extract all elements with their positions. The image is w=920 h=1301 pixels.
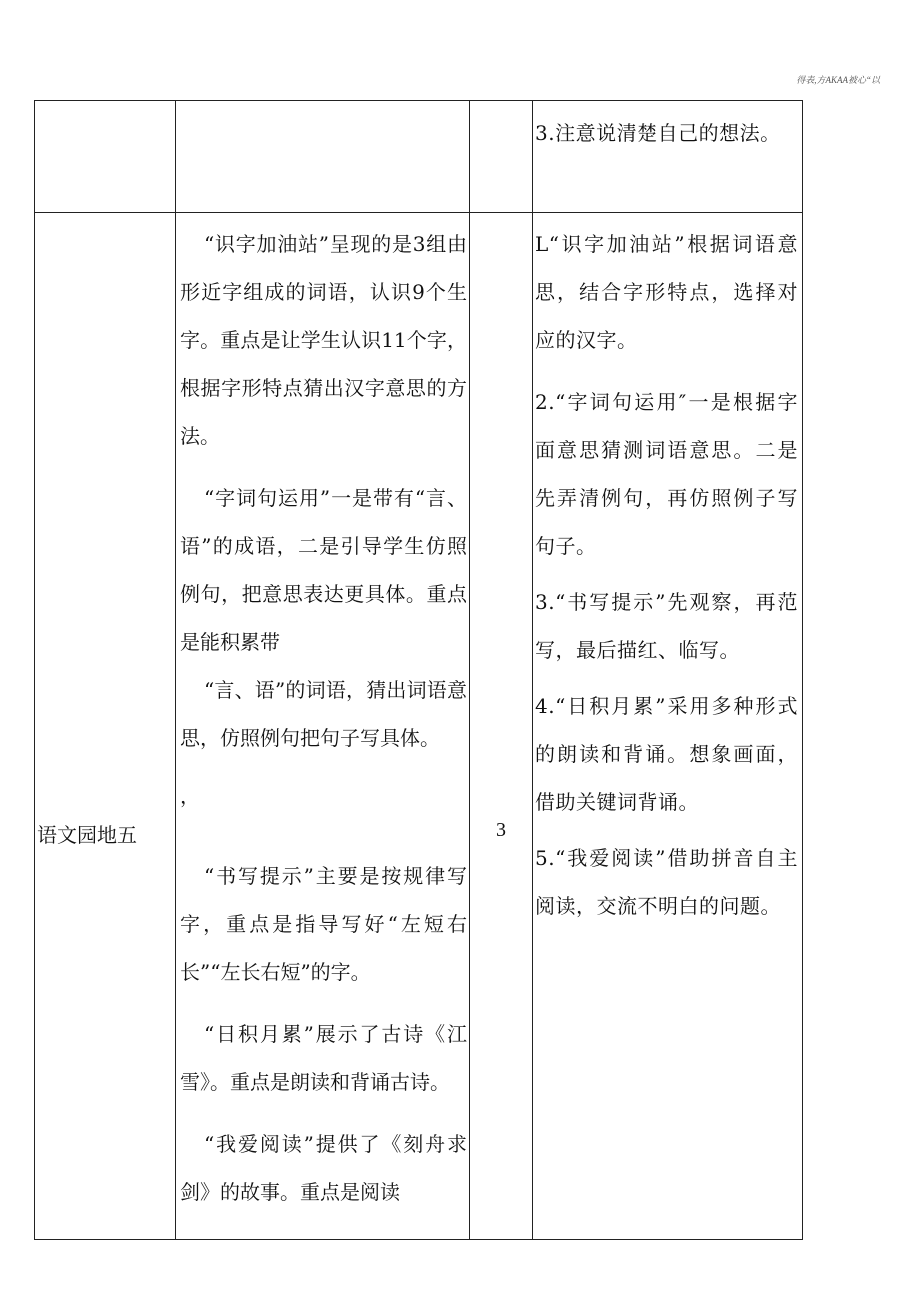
lesson-hours: 3 <box>496 819 506 841</box>
content-cell <box>176 213 470 1240</box>
goal-item: 2.“字词句运用″一是根据字面意思猜测词语意思。二是先弄清例句，再仿照例子写句子。 <box>535 390 798 558</box>
content-paragraph: “日积月累”展示了古诗《江雪》。重点是朗读和背诵古诗。 <box>180 1022 467 1094</box>
goal-item: 4.“日积月累”采用多种形式的朗读和背诵。想象画面，借助关键词背诵。 <box>535 694 798 814</box>
lesson-plan-table <box>34 100 803 1240</box>
hours-cell <box>470 101 533 213</box>
content-paragraph: ， <box>180 784 200 808</box>
header-note: 得表,方AKAA被心“以 <box>796 75 880 85</box>
content-paragraph: “言、语”的词语，猜出词语意思，仿照例句把句子写具体。 <box>180 678 467 750</box>
table-row <box>35 213 803 1240</box>
goal-item: 3.注意说清楚自己的想法。 <box>535 121 781 145</box>
goal-item: 3.“书写提示”先观察，再范写，最后描红、临写。 <box>535 590 798 662</box>
goal-item: L“识字加油站”根据词语意思，结合字形特点，选择对应的汉字。 <box>535 232 798 352</box>
table-row <box>35 101 803 213</box>
goals-cell <box>533 213 803 1240</box>
hours-cell <box>470 213 533 1240</box>
lesson-cell <box>35 101 176 213</box>
content-paragraph: “书写提示”主要是按规律写字，重点是指导写好“左短右长”“左长右短”的字。 <box>180 864 467 984</box>
content-paragraph: “识字加油站”呈现的是3组由形近字组成的词语，认识9个生字。重点是让学生认识11个字，根据字形特点猜出汉字意思的方法。 <box>180 232 467 448</box>
content-cell <box>176 101 470 213</box>
lesson-cell <box>35 213 176 1240</box>
lesson-name: 语文园地五 <box>37 823 137 847</box>
content-paragraph: “我爱阅读”提供了《刻舟求剑》的故事。重点是阅读 <box>180 1132 467 1204</box>
content-paragraph: “字词句运用”一是带有“言、语”的成语，二是引导学生仿照例句，把意思表达更具体。重点是能积累带 <box>180 486 467 654</box>
goal-item: 5.“我爱阅读”借助拼音自主阅读，交流不明白的问题。 <box>535 846 798 918</box>
goals-cell <box>533 101 803 213</box>
